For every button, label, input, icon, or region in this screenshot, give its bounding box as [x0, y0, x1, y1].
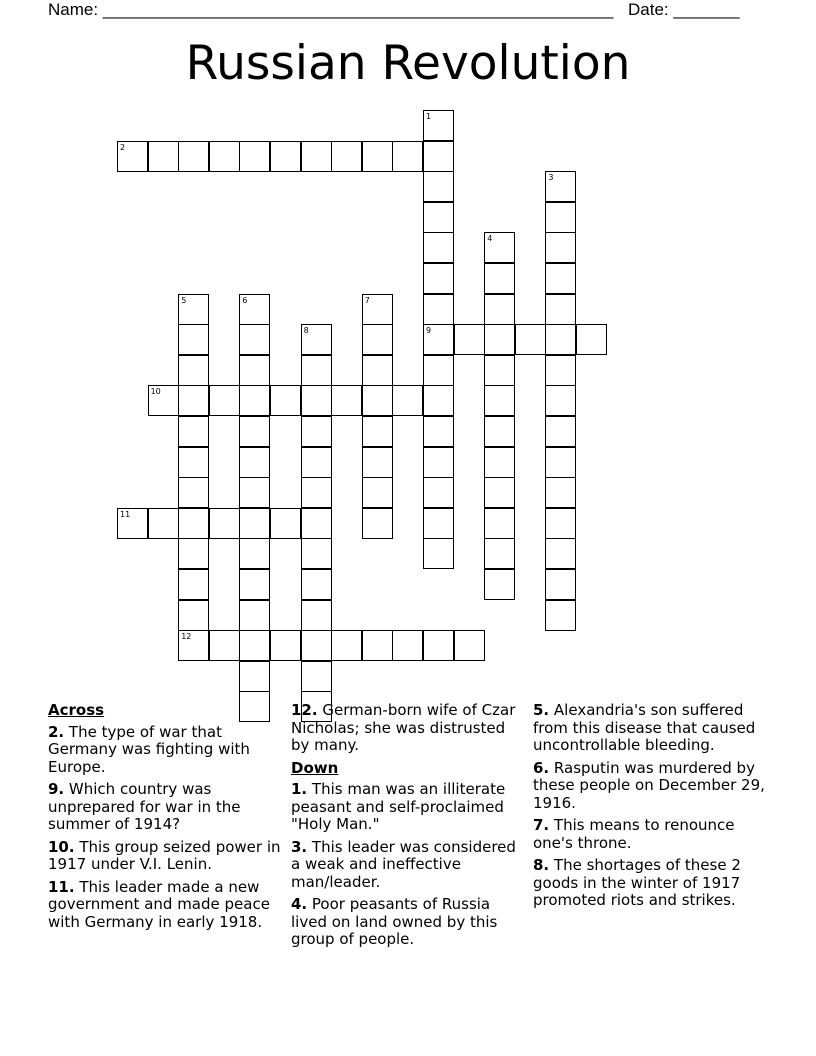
grid-cell[interactable] [484, 508, 515, 539]
grid-cell[interactable] [239, 630, 270, 661]
grid-cell[interactable] [484, 416, 515, 447]
grid-cell[interactable] [117, 141, 148, 172]
grid-cell[interactable] [331, 385, 362, 416]
grid-cell[interactable] [454, 324, 485, 355]
clue-down-3 [291, 839, 523, 892]
clue-number: 4. [291, 895, 308, 913]
grid-cell[interactable] [484, 569, 515, 600]
grid-cell[interactable] [270, 630, 301, 661]
grid-cell[interactable] [362, 324, 393, 355]
grid-cell[interactable] [178, 416, 209, 447]
grid-cell[interactable] [454, 630, 485, 661]
grid-cell[interactable] [178, 355, 209, 386]
grid-cell[interactable] [178, 324, 209, 355]
clue-number: 3. [291, 837, 308, 856]
puzzle-title: Russian Revolution [185, 36, 631, 91]
clue-number-label: 7 [364, 295, 370, 305]
grid-cell[interactable] [423, 477, 454, 508]
clue-number: 12. [291, 701, 318, 719]
grid-cell[interactable] [178, 294, 209, 325]
grid-cell[interactable] [484, 232, 515, 263]
clue-number-label: 1 [426, 112, 432, 121]
grid-cell[interactable] [239, 355, 270, 386]
grid-cell[interactable] [301, 569, 332, 600]
grid-cell[interactable] [239, 385, 270, 416]
clue-text: This leader made a new government and made peace with Germany in early 1918. [48, 877, 270, 931]
grid-cell[interactable] [362, 447, 393, 478]
clue-down-8 [533, 857, 778, 910]
clues-column-3 [533, 702, 778, 915]
grid-cell[interactable] [423, 141, 454, 172]
grid-cell[interactable] [301, 447, 332, 478]
grid-cell[interactable] [301, 630, 332, 661]
grid-cell[interactable] [423, 385, 454, 416]
clue-number-label: 10 [150, 387, 161, 397]
clue-number: 10. [48, 837, 75, 856]
clue-text: This group seized power in 1917 under V.I. Lenin. [48, 837, 281, 873]
grid-cell[interactable] [239, 661, 270, 692]
grid-cell[interactable] [148, 508, 179, 539]
grid-cell[interactable] [392, 141, 423, 172]
grid-cell[interactable] [117, 508, 148, 539]
grid-cell[interactable] [331, 630, 362, 661]
clue-number-label: 4 [487, 234, 493, 244]
grid-cell[interactable] [209, 508, 240, 539]
grid-cell[interactable] [423, 202, 454, 233]
clue-number: 1. [291, 780, 308, 798]
clue-down-1 [291, 781, 523, 834]
clue-number-label: 12 [181, 632, 192, 642]
grid-cell[interactable] [545, 324, 576, 355]
clue-across-9 [48, 781, 286, 834]
grid-cell[interactable] [545, 477, 576, 508]
grid-cell[interactable] [423, 538, 454, 569]
clue-number: 7. [533, 816, 550, 834]
grid-cell[interactable] [301, 661, 332, 692]
grid-cell[interactable] [270, 385, 301, 416]
grid-cell[interactable] [362, 477, 393, 508]
grid-cell[interactable] [239, 416, 270, 447]
grid-cell[interactable] [209, 141, 240, 172]
grid-cell[interactable] [545, 171, 576, 202]
grid-cell[interactable] [484, 477, 515, 508]
grid-cell[interactable] [545, 355, 576, 386]
grid-cell[interactable] [239, 538, 270, 569]
name-field-label: Name: ______________________________________________________ [48, 0, 614, 19]
grid-cell[interactable] [362, 141, 393, 172]
grid-cell[interactable] [270, 141, 301, 172]
clue-number: 9. [48, 780, 65, 798]
clue-down-6 [533, 760, 778, 813]
clue-text: This leader was considered a weak and ineffective man/leader. [291, 837, 516, 891]
grid-cell[interactable] [301, 538, 332, 569]
across-heading: Across [48, 701, 105, 719]
grid-cell[interactable] [545, 385, 576, 416]
clue-text: Rasputin was murdered by these people on December 29, 1916. [533, 758, 765, 812]
grid-cell[interactable] [178, 508, 209, 539]
grid-cell[interactable] [545, 538, 576, 569]
grid-cell[interactable] [362, 355, 393, 386]
grid-cell[interactable] [576, 324, 607, 355]
grid-cell[interactable] [545, 294, 576, 325]
clue-number-label: 6 [242, 295, 248, 305]
grid-cell[interactable] [178, 141, 209, 172]
clue-text: This man was an illiterate peasant and self-proclaimed "Holy Man." [291, 780, 506, 833]
grid-cell[interactable] [362, 508, 393, 539]
clue-text: The shortages of these 2 goods in the winter of 1917 promoted riots and strikes. [533, 856, 741, 909]
grid-cell[interactable] [423, 263, 454, 294]
grid-cell[interactable] [301, 508, 332, 539]
grid-cell[interactable] [362, 630, 393, 661]
clue-across-11 [48, 879, 286, 932]
grid-cell[interactable] [301, 416, 332, 447]
clues-column-2 [291, 702, 523, 954]
clue-number-label: 9 [426, 326, 432, 336]
clue-down-4 [291, 896, 523, 949]
grid-cell[interactable] [301, 141, 332, 172]
clue-number: 5. [533, 701, 550, 719]
grid-cell[interactable] [301, 355, 332, 386]
grid-cell[interactable] [423, 355, 454, 386]
grid-cell[interactable] [423, 630, 454, 661]
grid-cell[interactable] [484, 538, 515, 569]
grid-cell[interactable] [392, 385, 423, 416]
grid-cell[interactable] [423, 324, 454, 355]
grid-cell[interactable] [484, 324, 515, 355]
grid-cell[interactable] [392, 630, 423, 661]
grid-cell[interactable] [239, 324, 270, 355]
clue-text: Alexandria's son suffered from this disease that caused uncontrollable bleeding. [533, 701, 756, 754]
clue-text: Poor peasants of Russia lived on land owned by this group of people. [291, 895, 498, 948]
grid-cell[interactable] [484, 385, 515, 416]
grid-cell[interactable] [515, 324, 546, 355]
clue-text: This means to renounce one's throne. [533, 816, 735, 852]
grid-cell[interactable] [331, 141, 362, 172]
grid-cell[interactable] [423, 416, 454, 447]
grid-cell[interactable] [423, 447, 454, 478]
grid-cell[interactable] [178, 630, 209, 661]
grid-cell[interactable] [301, 477, 332, 508]
grid-cell[interactable] [239, 600, 270, 631]
grid-cell[interactable] [178, 569, 209, 600]
grid-cell[interactable] [178, 600, 209, 631]
clue-text: German-born wife of Czar Nicholas; she was distrusted by many. [291, 701, 516, 754]
clue-number-label: 8 [303, 326, 309, 336]
clue-number-label: 2 [120, 142, 126, 152]
clue-number: 8. [533, 856, 550, 874]
grid-cell[interactable] [423, 110, 454, 141]
grid-cell[interactable] [362, 416, 393, 447]
grid-cell[interactable] [545, 416, 576, 447]
clue-number: 6. [533, 758, 550, 777]
grid-cell[interactable] [239, 447, 270, 478]
grid-cell[interactable] [484, 355, 515, 386]
clue-number-label: 3 [548, 173, 554, 183]
down-heading: Down [291, 758, 339, 777]
grid-cell[interactable] [545, 202, 576, 233]
grid-cell[interactable] [301, 385, 332, 416]
grid-cell[interactable] [484, 294, 515, 325]
grid-cell[interactable] [545, 569, 576, 600]
clue-number: 11. [48, 877, 75, 896]
clue-text: Which country was unprepared for war in the summer of 1914? [48, 780, 241, 833]
grid-cell[interactable] [178, 477, 209, 508]
grid-cell[interactable] [270, 508, 301, 539]
grid-cell[interactable] [545, 232, 576, 263]
clue-text: The type of war that Germany was fighting with Europe. [48, 722, 250, 776]
grid-cell[interactable] [545, 508, 576, 539]
grid-cell[interactable] [239, 569, 270, 600]
clue-number-label: 5 [181, 295, 187, 305]
grid-cell[interactable] [423, 232, 454, 263]
grid-cell[interactable] [301, 324, 332, 355]
grid-cell[interactable] [545, 447, 576, 478]
grid-cell[interactable] [209, 630, 240, 661]
grid-cell[interactable] [423, 508, 454, 539]
grid-cell[interactable] [423, 171, 454, 202]
grid-cell[interactable] [239, 477, 270, 508]
grid-cell[interactable] [545, 263, 576, 294]
clue-across-12 [291, 702, 523, 755]
grid-cell[interactable] [178, 447, 209, 478]
grid-cell[interactable] [545, 600, 576, 631]
grid-cell[interactable] [239, 141, 270, 172]
grid-cell[interactable] [148, 141, 179, 172]
grid-cell[interactable] [484, 263, 515, 294]
clues-column-1 [48, 702, 286, 936]
clue-across-2 [48, 724, 286, 777]
grid-cell[interactable] [239, 508, 270, 539]
clue-down-7 [533, 817, 778, 852]
clue-number: 2. [48, 722, 65, 741]
grid-cell[interactable] [423, 294, 454, 325]
grid-cell[interactable] [178, 385, 209, 416]
clue-number-label: 11 [120, 509, 131, 519]
clue-across-10 [48, 839, 286, 874]
grid-cell[interactable] [209, 385, 240, 416]
grid-cell[interactable] [239, 294, 270, 325]
date-field-label: Date: _______ [628, 0, 740, 19]
clue-down-5 [533, 702, 778, 755]
grid-cell[interactable] [148, 385, 179, 416]
grid-cell[interactable] [484, 447, 515, 478]
grid-cell[interactable] [362, 294, 393, 325]
grid-cell[interactable] [362, 385, 393, 416]
grid-cell[interactable] [301, 600, 332, 631]
grid-cell[interactable] [178, 538, 209, 569]
